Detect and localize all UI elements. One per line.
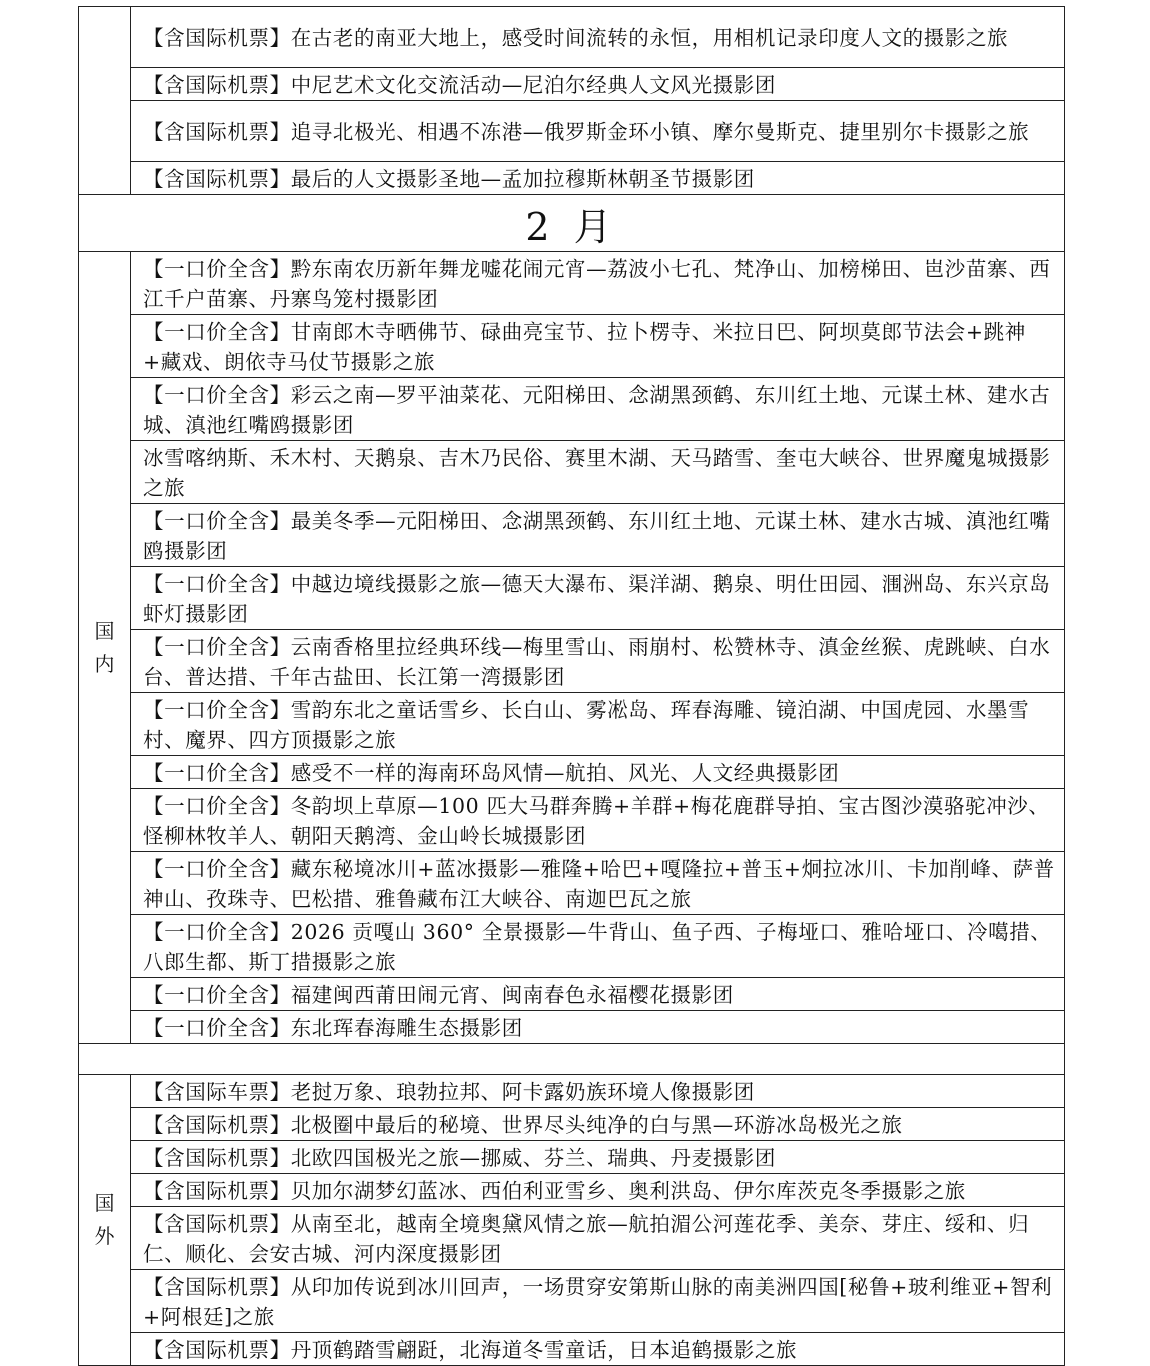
list-item: 【一口价全含】中越边境线摄影之旅—德天大瀑布、渠洋湖、鹅泉、明仕田园、涠洲岛、东兴京岛虾灯摄影团	[131, 567, 1065, 630]
list-item: 【一口价全含】黔东南农历新年舞龙嘘花闹元宵—荔波小七孔、梵净山、加榜梯田、岜沙苗寨、西江千户苗寨、丹寨鸟笼村摄影团	[131, 252, 1065, 315]
list-item: 【含国际车票】老挝万象、琅勃拉邦、阿卡露奶族环境人像摄影团	[131, 1075, 1065, 1108]
table-row	[79, 162, 1065, 195]
table-row	[79, 441, 1065, 504]
table-row	[79, 630, 1065, 693]
category-label-char: 国	[94, 618, 115, 643]
table-row	[79, 7, 1065, 68]
list-item: 【含国际机票】从南至北，越南全境奥黛风情之旅—航拍湄公河莲花季、美奈、芽庄、绥和、归仁、顺化、会安古城、河内深度摄影团	[131, 1207, 1065, 1270]
table-row	[79, 1333, 1065, 1366]
itinerary-document	[78, 6, 1064, 1366]
table-row	[79, 252, 1065, 315]
list-item: 冰雪喀纳斯、禾木村、天鹅泉、吉木乃民俗、赛里木湖、天马踏雪、奎屯大峡谷、世界魔鬼城摄影之旅	[131, 441, 1065, 504]
list-item: 【一口价全含】云南香格里拉经典环线—梅里雪山、雨崩村、松赞林寺、滇金丝猴、虎跳峡、白水台、普达措、千年古盐田、长江第一湾摄影团	[131, 630, 1065, 693]
list-item: 【含国际机票】最后的人文摄影圣地—孟加拉穆斯林朝圣节摄影团	[131, 162, 1065, 195]
list-item: 【一口价全含】感受不一样的海南环岛风情—航拍、风光、人文经典摄影团	[131, 756, 1065, 789]
month-row	[79, 195, 1065, 252]
list-item: 【含国际机票】北欧四国极光之旅—挪威、芬兰、瑞典、丹麦摄影团	[131, 1141, 1065, 1174]
list-item: 【一口价全含】最美冬季—元阳梯田、念湖黑颈鹤、东川红土地、元谋土林、建水古城、滇池红嘴鸥摄影团	[131, 504, 1065, 567]
list-item: 【一口价全含】2026 贡嘎山 360° 全景摄影—牛背山、鱼子西、子梅垭口、雅哈垭口、冷噶措、八郎生都、斯丁措摄影之旅	[131, 915, 1065, 978]
list-item: 【一口价全含】雪韵东北之童话雪乡、长白山、雾凇岛、珲春海雕、镜泊湖、中国虎园、水墨雪村、魔界、四方顶摄影之旅	[131, 693, 1065, 756]
list-item: 【含国际机票】丹顶鹤踏雪翩跹，北海道冬雪童话，日本追鹤摄影之旅	[131, 1333, 1065, 1366]
table-row	[79, 1075, 1065, 1108]
list-item: 【含国际机票】追寻北极光、相遇不冻港—俄罗斯金环小镇、摩尔曼斯克、捷里别尔卡摄影之旅	[131, 101, 1065, 162]
table-row	[79, 68, 1065, 101]
category-label-char: 外	[94, 1224, 115, 1248]
table-row	[79, 852, 1065, 915]
table-row	[79, 567, 1065, 630]
table-row	[79, 378, 1065, 441]
list-item: 【一口价全含】冬韵坝上草原—100 匹大马群奔腾+羊群+梅花鹿群导拍、宝古图沙漠骆驼冲沙、怪柳林牧羊人、朝阳天鹅湾、金山岭长城摄影团	[131, 789, 1065, 852]
category-label-char: 国	[94, 1191, 115, 1215]
table-row	[79, 693, 1065, 756]
table-row	[79, 1174, 1065, 1207]
category-domestic	[79, 252, 131, 1044]
table-row	[79, 1207, 1065, 1270]
table-row	[79, 1011, 1065, 1044]
table-row	[79, 101, 1065, 162]
list-item: 【含国际机票】北极圈中最后的秘境、世界尽头纯净的白与黑—环游冰岛极光之旅	[131, 1108, 1065, 1141]
list-item: 【一口价全含】藏东秘境冰川+蓝冰摄影—雅隆+哈巴+嘎隆拉+普玉+炯拉冰川、卡加削峰、萨普神山、孜珠寺、巴松措、雅鲁藏布江大峡谷、南迦巴瓦之旅	[131, 852, 1065, 915]
table-row	[79, 915, 1065, 978]
table-row	[79, 978, 1065, 1011]
list-item: 【含国际机票】贝加尔湖梦幻蓝冰、西伯利亚雪乡、奥利洪岛、伊尔库茨克冬季摄影之旅	[131, 1174, 1065, 1207]
category-cell-empty	[79, 7, 131, 195]
list-item: 【一口价全含】甘南郎木寺晒佛节、碌曲亮宝节、拉卜楞寺、米拉日巴、阿坝莫郎节法会+跳神+藏戏、朗依寺马仗节摄影之旅	[131, 315, 1065, 378]
list-item: 【一口价全含】福建闽西莆田闹元宵、闽南春色永福樱花摄影团	[131, 978, 1065, 1011]
month-header: 2 月	[79, 195, 1065, 252]
list-item: 【含国际机票】中尼艺术文化交流活动—尼泊尔经典人文风光摄影团	[131, 68, 1065, 101]
category-label-char: 内	[94, 651, 115, 676]
list-item: 【一口价全含】彩云之南—罗平油菜花、元阳梯田、念湖黑颈鹤、东川红土地、元谋土林、建水古城、滇池红嘴鸥摄影团	[131, 378, 1065, 441]
spacer-row	[79, 1044, 1065, 1075]
itinerary-table	[78, 6, 1065, 1366]
table-row	[79, 504, 1065, 567]
table-row	[79, 756, 1065, 789]
spacer-cell	[79, 1044, 1065, 1075]
list-item: 【一口价全含】东北珲春海雕生态摄影团	[131, 1011, 1065, 1044]
list-item: 【含国际机票】在古老的南亚大地上，感受时间流转的永恒，用相机记录印度人文的摄影之旅	[131, 7, 1065, 68]
list-item: 【含国际机票】从印加传说到冰川回声，一场贯穿安第斯山脉的南美洲四国[秘鲁+玻利维亚+智利+阿根廷]之旅	[131, 1270, 1065, 1333]
table-row	[79, 789, 1065, 852]
table-row	[79, 1270, 1065, 1333]
table-row	[79, 315, 1065, 378]
table-row	[79, 1108, 1065, 1141]
table-row	[79, 1141, 1065, 1174]
category-overseas	[79, 1075, 131, 1366]
